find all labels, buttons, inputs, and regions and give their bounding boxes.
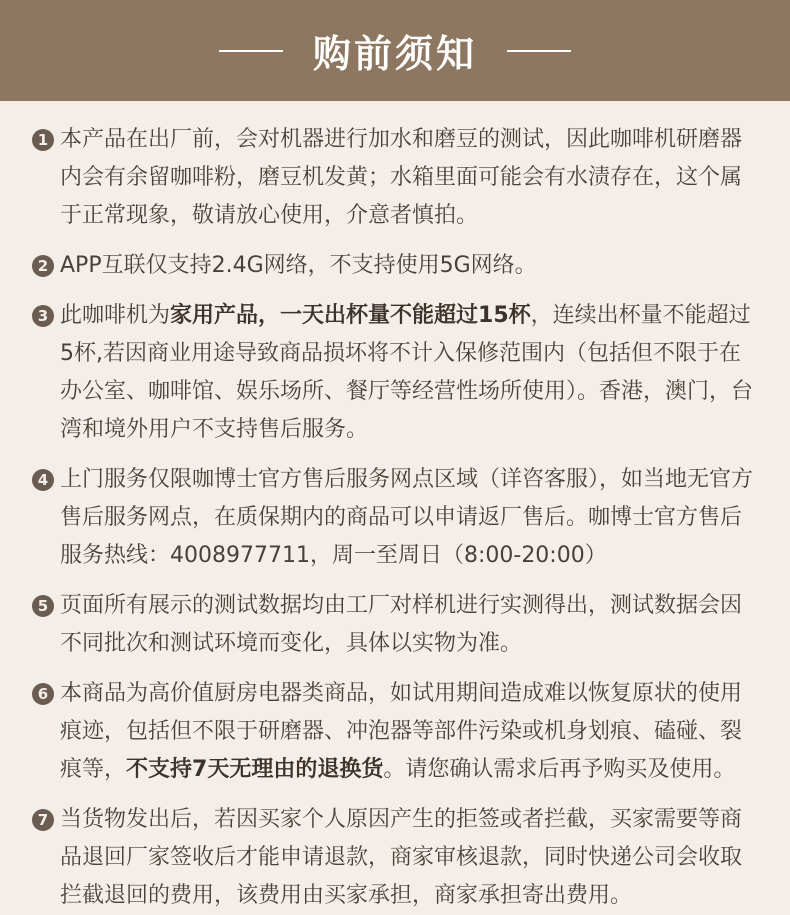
notice-text-segment: 当货物发出后，若因买家个人原因产生的拒签或者拦截，买家需要等商品退回厂家签收后才能申请退款，商家审核退款，同时快递公司会收取拦截退回的费用，该费用由买家承担，商家承担寄出费用。 xyxy=(60,807,743,908)
notice-list xyxy=(0,101,790,915)
number-badge: 7 xyxy=(32,809,54,831)
page-title: 购前须知 xyxy=(312,32,477,76)
notice-text-segment: 。请您确认需求后再予购买及使用。 xyxy=(383,757,736,782)
notice-text xyxy=(60,675,758,789)
notice-text xyxy=(60,247,758,285)
notice-item-3 xyxy=(32,297,758,449)
notice-text-segment: ，连续出杯量不能超过5杯,若因商业用途导致商品损坏将不计入保修范围内（包括但不限于在办公室、咖啡馆、娱乐场所、餐厅等经营性场所使用）。香港，澳门，台湾和境外用户不支持售后服务。 xyxy=(60,303,754,442)
notice-text-segment: 此咖啡机为 xyxy=(60,303,171,328)
notice-text xyxy=(60,587,758,663)
notice-text-segment: 本商品为高价值厨房电器类商品，如试用期间造成难以恢复原状的使用痕迹，包括但不限于研磨器、冲泡器等部件污染或机身划痕、磕碰、裂痕等， xyxy=(60,681,743,782)
notice-text-segment: 本产品在出厂前，会对机器进行加水和磨豆的测试，因此咖啡机研磨器内会有余留咖啡粉，磨豆机发黄；水箱里面可能会有水渍存在，这个属于正常现象，敬请放心使用，介意者慎拍。 xyxy=(60,127,743,228)
notice-item-1 xyxy=(32,121,758,235)
notice-text-segment: APP互联仅支持2.4G网络，不支持使用5G网络。 xyxy=(60,253,537,278)
notice-item-7 xyxy=(32,801,758,915)
notice-item-5 xyxy=(32,587,758,663)
emphasis-text: 不支持7天无理由的退换货 xyxy=(126,757,384,782)
emphasis-text: 家用产品，一天出杯量不能超过15杯 xyxy=(170,303,531,328)
number-badge: 1 xyxy=(32,129,54,151)
notice-item-4 xyxy=(32,461,758,575)
notice-item-6 xyxy=(32,675,758,789)
number-badge: 3 xyxy=(32,305,54,327)
notice-text xyxy=(60,461,758,575)
number-badge: 6 xyxy=(32,683,54,705)
notice-text xyxy=(60,801,758,915)
left-divider xyxy=(219,50,283,52)
notice-item-2 xyxy=(32,247,758,285)
header-banner xyxy=(0,0,790,101)
number-badge: 4 xyxy=(32,469,54,491)
right-divider xyxy=(507,50,571,52)
notice-text xyxy=(60,121,758,235)
notice-text xyxy=(60,297,758,449)
notice-text-segment: 页面所有展示的测试数据均由工厂对样机进行实测得出，测试数据会因不同批次和测试环境而变化，具体以实物为准。 xyxy=(60,593,743,656)
notice-text-segment: 上门服务仅限咖博士官方售后服务网点区域（详咨客服），如当地无官方售后服务网点，在质保期内的商品可以申请返厂售后。咖博士官方售后服务热线：4008977711，周一至周日（8:00-20:00） xyxy=(60,467,754,568)
number-badge: 5 xyxy=(32,595,54,617)
number-badge: 2 xyxy=(32,255,54,277)
